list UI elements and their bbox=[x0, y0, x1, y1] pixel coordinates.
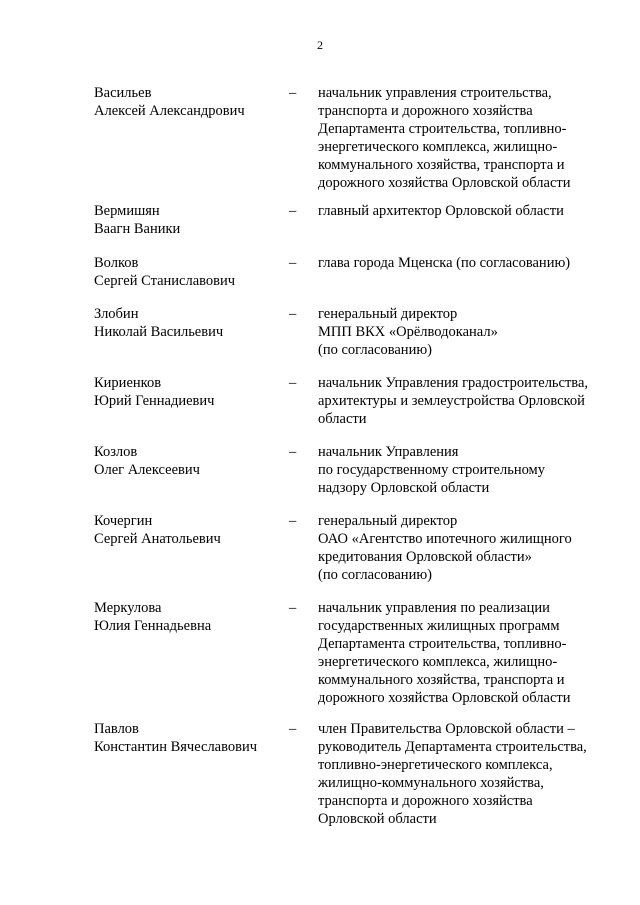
position-description bbox=[318, 202, 618, 220]
surname: Васильев bbox=[94, 85, 152, 101]
dash-separator: – bbox=[289, 255, 297, 271]
given-names: Юрий Геннадиевич bbox=[94, 393, 215, 409]
position-line: начальник Управления градостроительства, bbox=[318, 375, 589, 391]
position-line: начальник управления по реализации bbox=[318, 600, 550, 616]
dash-separator: – bbox=[289, 600, 297, 616]
dash-separator: – bbox=[289, 375, 297, 391]
position-line: член Правительства Орловской области – bbox=[318, 721, 575, 737]
surname: Меркулова bbox=[94, 600, 162, 616]
position-line: (по согласованию) bbox=[318, 342, 432, 358]
position-line: дорожного хозяйства Орловской области bbox=[318, 175, 571, 191]
position-line: руководитель Департамента строительства, bbox=[318, 739, 587, 755]
person-name bbox=[94, 374, 284, 410]
position-line: жилищно-коммунального хозяйства, bbox=[318, 775, 544, 791]
person-name bbox=[94, 202, 284, 238]
position-line: МПП ВКХ «Орёлводоканал» bbox=[318, 324, 498, 340]
surname: Кочергин bbox=[94, 513, 153, 529]
position-line: (по согласованию) bbox=[318, 567, 432, 583]
person-name bbox=[94, 305, 284, 341]
position-line: начальник Управления bbox=[318, 444, 459, 460]
position-description bbox=[318, 305, 618, 359]
position-line: дорожного хозяйства Орловской области bbox=[318, 690, 571, 706]
dash-separator: – bbox=[289, 85, 297, 101]
position-line: топливно-энергетического комплекса, bbox=[318, 757, 553, 773]
position-description bbox=[318, 84, 618, 192]
position-line: области bbox=[318, 411, 367, 427]
given-names: Олег Алексеевич bbox=[94, 462, 200, 478]
person-name bbox=[94, 512, 284, 548]
dash-separator: – bbox=[289, 306, 297, 322]
position-line: по государственному строительному bbox=[318, 462, 545, 478]
position-description bbox=[318, 254, 618, 272]
position-line: архитектуры и землеустройства Орловской bbox=[318, 393, 585, 409]
surname: Злобин bbox=[94, 306, 139, 322]
position-line: транспорта и дорожного хозяйства bbox=[318, 793, 533, 809]
person-name bbox=[94, 254, 284, 290]
position-description bbox=[318, 374, 618, 428]
position-description bbox=[318, 599, 618, 707]
position-line: энергетического комплекса, жилищно- bbox=[318, 139, 558, 155]
position-line: коммунального хозяйства, транспорта и bbox=[318, 157, 565, 173]
position-line: генеральный директор bbox=[318, 513, 458, 529]
position-line: Департамента строительства, топливно- bbox=[318, 121, 567, 137]
dash-separator: – bbox=[289, 444, 297, 460]
dash-separator: – bbox=[289, 721, 297, 737]
given-names: Юлия Геннадьевна bbox=[94, 618, 212, 634]
given-names: Ваагн Ваники bbox=[94, 221, 181, 237]
position-line: главный архитектор Орловской области bbox=[318, 203, 564, 219]
position-line: государственных жилищных программ bbox=[318, 618, 560, 634]
person-name bbox=[94, 599, 284, 635]
surname: Волков bbox=[94, 255, 139, 271]
page-number: 2 bbox=[317, 38, 323, 52]
position-line: генеральный директор bbox=[318, 306, 458, 322]
position-line: кредитования Орловской области» bbox=[318, 549, 532, 565]
surname: Кириенков bbox=[94, 375, 162, 391]
position-line: Орловской области bbox=[318, 811, 437, 827]
dash-separator: – bbox=[289, 203, 297, 219]
given-names: Алексей Александрович bbox=[94, 103, 245, 119]
given-names: Николай Васильевич bbox=[94, 324, 224, 340]
surname: Вермишян bbox=[94, 203, 160, 219]
position-line: транспорта и дорожного хозяйства bbox=[318, 103, 533, 119]
person-name bbox=[94, 84, 284, 120]
surname: Козлов bbox=[94, 444, 138, 460]
person-name bbox=[94, 443, 284, 479]
position-description bbox=[318, 720, 618, 828]
position-line: ОАО «Агентство ипотечного жилищного bbox=[318, 531, 572, 547]
position-line: коммунального хозяйства, транспорта и bbox=[318, 672, 565, 688]
position-line: начальник управления строительства, bbox=[318, 85, 552, 101]
person-name bbox=[94, 720, 284, 756]
position-line: надзору Орловской области bbox=[318, 480, 490, 496]
surname: Павлов bbox=[94, 721, 139, 737]
position-description bbox=[318, 443, 618, 497]
given-names: Сергей Станиславович bbox=[94, 273, 236, 289]
position-line: глава города Мценска (по согласованию) bbox=[318, 255, 571, 271]
position-line: энергетического комплекса, жилищно- bbox=[318, 654, 558, 670]
position-line: Департамента строительства, топливно- bbox=[318, 636, 567, 652]
given-names: Константин Вячеславович bbox=[94, 739, 258, 755]
position-description bbox=[318, 512, 618, 584]
given-names: Сергей Анатольевич bbox=[94, 531, 221, 547]
dash-separator: – bbox=[289, 513, 297, 529]
